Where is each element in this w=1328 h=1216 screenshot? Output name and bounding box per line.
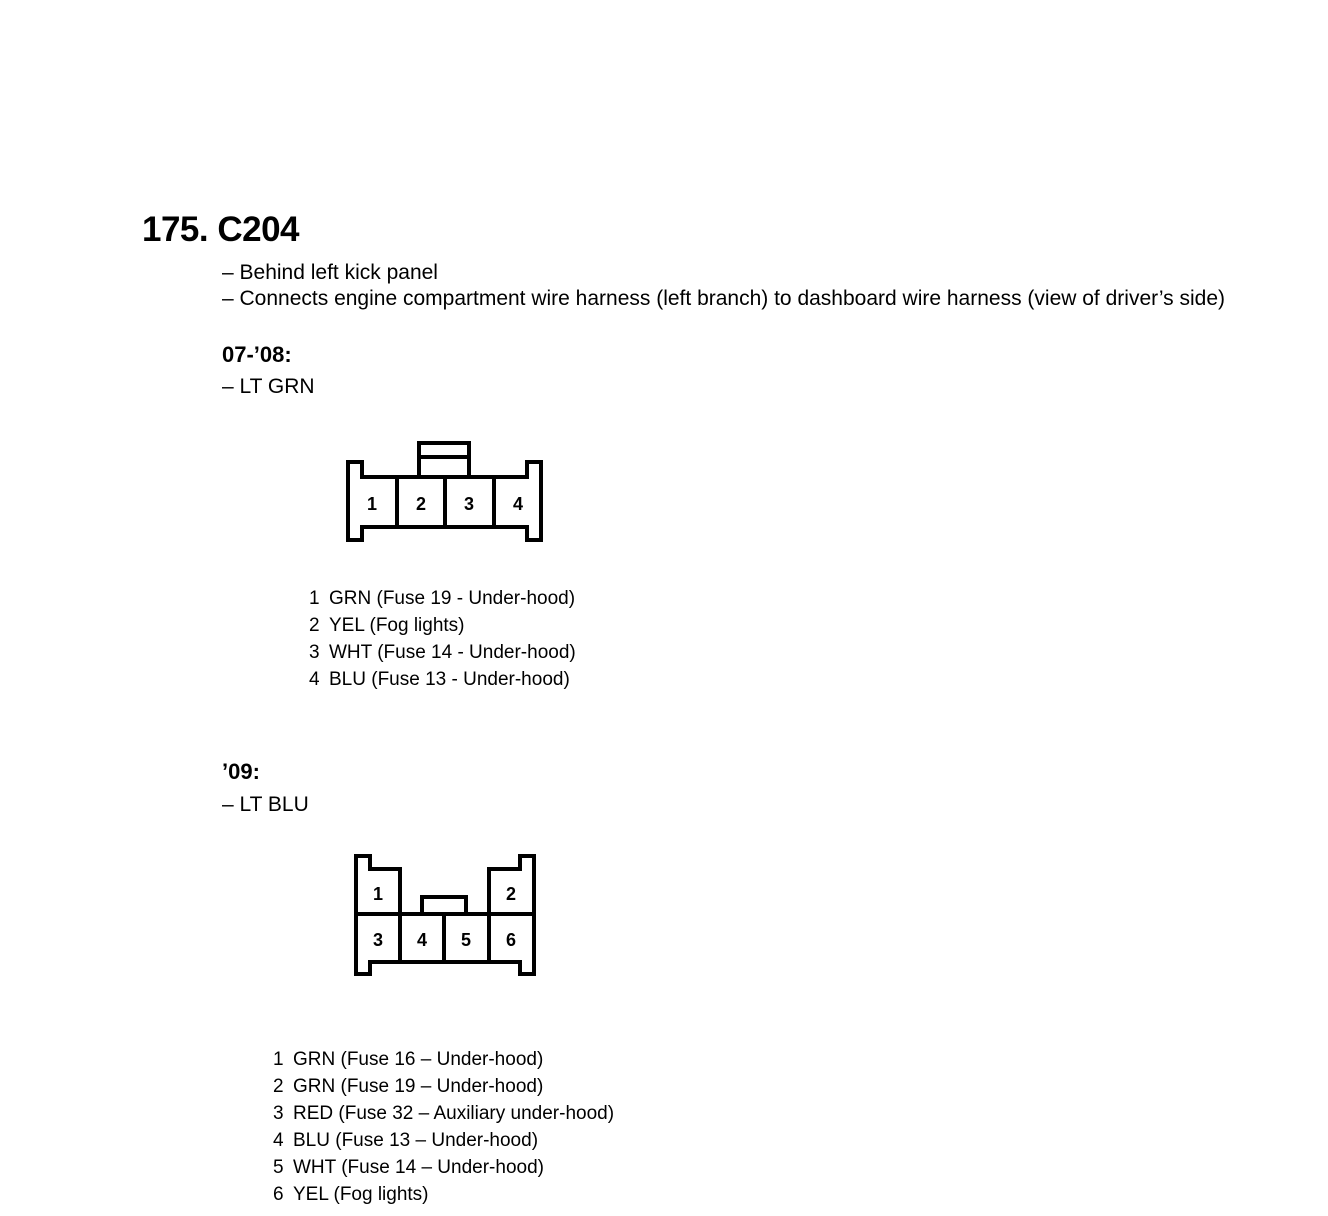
- connector-6-pin: [356, 856, 534, 974]
- pin-description: WHT (Fuse 14 – Under-hood): [293, 1157, 544, 1178]
- connector-pin-label: 1: [366, 494, 378, 514]
- section-heading-07-08: 07-’08:: [222, 342, 292, 367]
- pin-number: 1: [273, 1049, 284, 1070]
- description-location: – Behind left kick panel: [222, 261, 438, 284]
- connector-pin-label: 5: [460, 930, 472, 950]
- section-color-07-08: – LT GRN: [222, 375, 315, 398]
- pin-number: 1: [309, 588, 320, 609]
- connector-pin-label: 2: [505, 884, 517, 904]
- pin-description: YEL (Fog lights): [293, 1184, 429, 1205]
- pin-number: 2: [309, 615, 320, 636]
- pin-number: 4: [309, 669, 320, 690]
- connector-4-pin: [348, 443, 541, 540]
- connector-pin-label: 1: [372, 884, 384, 904]
- description-connects: – Connects engine compartment wire harness (left branch) to dashboard wire harness (view of driver’s side): [222, 287, 1226, 310]
- pin-description: RED (Fuse 32 – Auxiliary under-hood): [293, 1103, 615, 1124]
- pin-description: WHT (Fuse 14 - Under-hood): [329, 642, 576, 663]
- pin-number: 3: [309, 642, 320, 663]
- page-title: 175. C204: [142, 210, 300, 249]
- connector-latch: [419, 443, 469, 477]
- connector-pin-label: 4: [512, 494, 524, 514]
- section-color-09: – LT BLU: [222, 793, 309, 816]
- pin-description: GRN (Fuse 19 – Under-hood): [293, 1076, 544, 1097]
- connector-latch: [422, 897, 466, 914]
- pin-description: GRN (Fuse 19 - Under-hood): [329, 588, 576, 609]
- pin-description: BLU (Fuse 13 - Under-hood): [329, 669, 570, 690]
- connector-pin-label: 3: [463, 494, 475, 514]
- section-heading-09: ’09:: [222, 759, 260, 784]
- connector-pin-label: 2: [415, 494, 427, 514]
- pin-number: 3: [273, 1103, 284, 1124]
- connector-pin-label: 4: [416, 930, 428, 950]
- pin-number: 4: [273, 1130, 284, 1151]
- connector-pin-label: 3: [372, 930, 384, 950]
- pin-description: BLU (Fuse 13 – Under-hood): [293, 1130, 539, 1151]
- connector-pin-label: 6: [505, 930, 517, 950]
- pin-description: YEL (Fog lights): [329, 615, 465, 636]
- pin-number: 5: [273, 1157, 284, 1178]
- pin-description: GRN (Fuse 16 – Under-hood): [293, 1049, 544, 1070]
- pin-number: 6: [273, 1184, 284, 1205]
- pin-number: 2: [273, 1076, 284, 1097]
